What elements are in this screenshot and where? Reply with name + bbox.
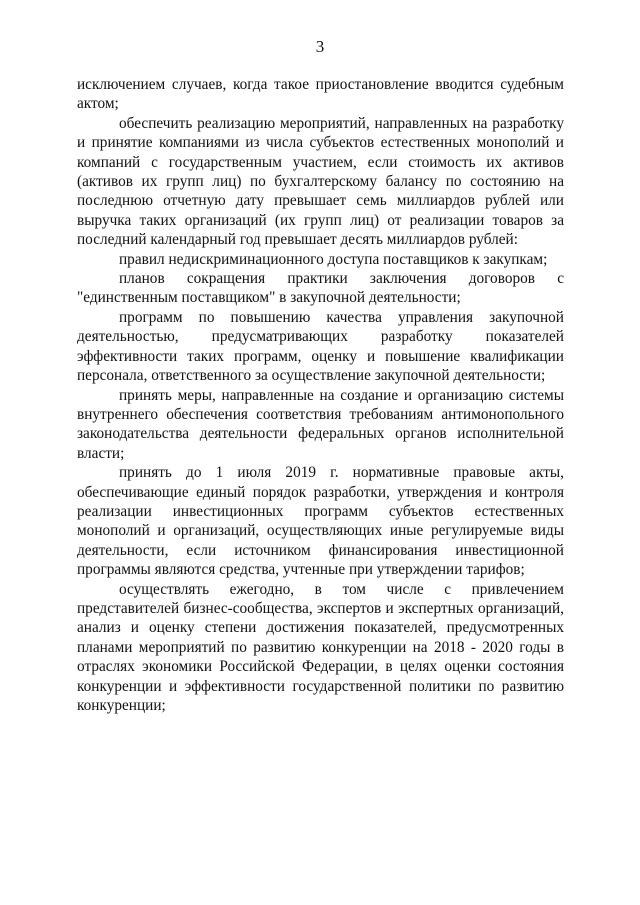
paragraph-antimonopoly-compliance: принять меры, направленные на создание и организацию системы внутреннего обеспечения соответствия требованиям антимонопольного законодательства деятельности федеральных органов исполнительной власти; (77, 386, 564, 462)
paragraph-single-supplier-plans: планов сокращения практики заключения договоров с "единственным поставщиком" в закупочной деятельности; (77, 270, 564, 307)
paragraph-access-rules: правил недискриминационного доступа поставщиков к закупкам; (119, 250, 548, 268)
paragraph-investment-programs: принять до 1 июля 2019 г. нормативные правовые акты, обеспечивающие единый порядок разработки, утверждения и контроля реализации инвестиционных программ субъектов естественных монополий и организаций, осуществляющих иные регулируемые виды деятельности, если источником финансирования инвестиционной программы являются средства, учтенные при утверждении тарифов; (77, 464, 564, 579)
document-body (77, 75, 564, 715)
paragraph-annual-analysis: осуществлять ежегодно, в том числе с привлечением представителей бизнес-сообщества, экспертов и экспертных организаций, анализ и оценку степени достижения показателей, предусмотренных планами мероприятий по развитию конкуренции на 2018 - 2020 годы в отраслях экономики Российской Федерации, в целях оценки состояния конкуренции и эффективности государственной политики по развитию конкуренции; (77, 580, 564, 714)
paragraph-continuation: исключением случаев, когда такое приостановление вводится судебным актом; (77, 76, 564, 113)
paragraph-procurement-programs: программ по повышению качества управления закупочной деятельностью, предусматривающих разработку показателей эффективности таких программ, оценку и повышение квалификации персонала, ответственного за осуществление закупочной деятельности; (77, 308, 564, 385)
page-number: 3 (315, 37, 325, 56)
paragraph-ensure-measures: обеспечить реализацию мероприятий, направленных на разработку и принятие компаниями из числа субъектов естественных монополий и компаний с государственным участием, если стоимость их активов (активов их групп лиц) по бухгалтерскому балансу по состоянию на последнюю отчетную дату превышает семь миллиардов рублей или выручка таких организаций (их групп лиц) от реализации товаров за последний календарный год превышает десять миллиардов рублей: (77, 114, 564, 249)
